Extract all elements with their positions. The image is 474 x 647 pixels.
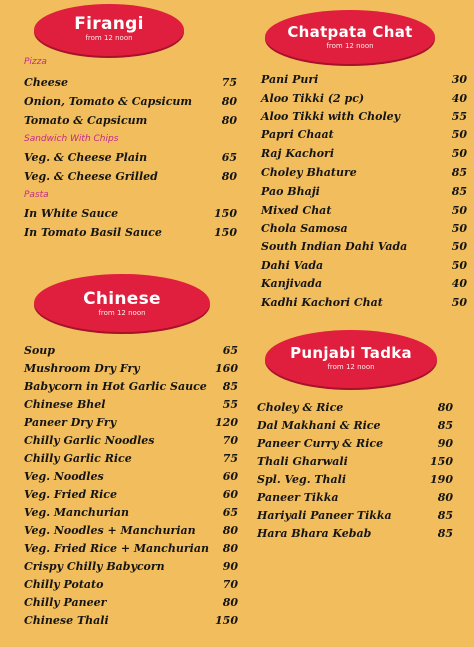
item-name: Chola Samosa	[261, 222, 348, 235]
item-price: 85	[451, 166, 467, 179]
item-name: Chilly Potato	[24, 578, 104, 591]
item-price: 90	[222, 560, 238, 573]
item-price: 30	[451, 73, 467, 86]
menu-item	[24, 226, 237, 239]
item-name: Veg. Noodles + Manchurian	[24, 524, 196, 537]
item-name: Kadhi Kachori Chat	[261, 296, 383, 309]
item-name: Tomato & Capsicum	[24, 114, 148, 127]
item-name: Choley Bhature	[261, 166, 357, 179]
item-price: 60	[222, 488, 238, 501]
menu-item	[24, 416, 238, 429]
item-name: Chilly Garlic Noodles	[24, 434, 155, 447]
item-price: 150	[215, 614, 238, 627]
item-name: Veg. & Cheese Grilled	[24, 170, 158, 183]
item-price: 50	[451, 128, 467, 141]
item-price: 80	[437, 491, 453, 504]
item-name: Aloo Tikki (2 pc)	[261, 92, 365, 105]
menu-item	[24, 488, 238, 501]
item-name: Veg. Fried Rice	[24, 488, 118, 501]
item-name: Dal Makhani & Rice	[257, 419, 381, 432]
menu-item	[261, 166, 467, 179]
item-name: Kanjivada	[261, 277, 323, 290]
menu-item	[261, 240, 467, 253]
item-price: 65	[222, 506, 238, 519]
chinese-timing: from 12 noon	[98, 309, 146, 317]
menu-item	[261, 147, 467, 160]
item-name: Paneer Dry Fry	[24, 416, 117, 429]
item-name: Hariyali Paneer Tikka	[257, 509, 392, 522]
menu-item	[24, 578, 238, 591]
menu-item	[261, 204, 467, 217]
menu-item	[24, 380, 238, 393]
item-price: 50	[451, 296, 467, 309]
menu-item	[24, 76, 237, 89]
menu-item	[257, 491, 453, 504]
item-price: 50	[451, 222, 467, 235]
item-price: 40	[451, 92, 467, 105]
menu-item	[261, 128, 467, 141]
item-name: Paneer Curry & Rice	[257, 437, 384, 450]
menu-item	[24, 398, 238, 411]
menu-item	[257, 401, 453, 414]
menu-item	[261, 92, 467, 105]
menu-item	[24, 506, 238, 519]
item-name: Chinese Thali	[24, 614, 109, 627]
item-price: 65	[222, 344, 238, 357]
item-price: 70	[222, 434, 238, 447]
menu-item	[24, 560, 238, 573]
item-name: Veg. Manchurian	[24, 506, 129, 519]
item-price: 190	[430, 473, 453, 486]
item-price: 75	[222, 452, 238, 465]
menu-item	[257, 419, 453, 432]
item-price: 50	[451, 147, 467, 160]
punjabi-tadka-title: Punjabi Tadka	[290, 344, 412, 362]
menu-item	[257, 455, 453, 468]
menu-item	[261, 222, 467, 235]
item-price: 70	[222, 578, 238, 591]
item-name: Veg. Noodles	[24, 470, 104, 483]
punjabi-tadka-badge	[265, 330, 437, 388]
item-name: Mushroom Dry Fry	[24, 362, 140, 375]
item-name: Chilly Garlic Rice	[24, 452, 132, 465]
menu-item	[24, 524, 238, 537]
item-price: 90	[437, 437, 453, 450]
item-name: Mixed Chat	[261, 204, 332, 217]
chatpata-chat-timing: from 12 noon	[326, 42, 374, 50]
chinese-title: Chinese	[83, 289, 161, 309]
menu-item	[257, 509, 453, 522]
item-price: 55	[451, 110, 467, 123]
item-name: In White Sauce	[24, 207, 119, 220]
item-name: Veg. Fried Rice + Manchurian	[24, 542, 209, 555]
item-price: 160	[215, 362, 238, 375]
item-price: 50	[451, 204, 467, 217]
menu-item	[24, 344, 238, 357]
firangi-title: Firangi	[74, 14, 144, 34]
chinese-badge	[34, 274, 210, 332]
item-price: 85	[437, 509, 453, 522]
menu-item	[261, 259, 467, 272]
item-name: Cheese	[24, 76, 68, 89]
item-price: 85	[437, 527, 453, 540]
item-price: 55	[222, 398, 238, 411]
item-price: 65	[221, 151, 237, 164]
menu-item	[24, 452, 238, 465]
item-price: 80	[437, 401, 453, 414]
item-price: 150	[214, 226, 237, 239]
item-price: 50	[451, 240, 467, 253]
punjabi-tadka-timing: from 12 noon	[327, 363, 375, 371]
item-name: Chilly Paneer	[24, 596, 107, 609]
menu-item	[24, 207, 237, 220]
item-name: South Indian Dahi Vada	[261, 240, 408, 253]
item-name: Crispy Chilly Babycorn	[24, 560, 165, 573]
item-price: 150	[214, 207, 237, 220]
menu-item	[24, 614, 238, 627]
firangi-badge	[34, 4, 184, 56]
firangi-timing: from 12 noon	[85, 34, 133, 42]
menu-item	[24, 95, 237, 108]
item-name: Chinese Bhel	[24, 398, 106, 411]
menu-item	[257, 473, 453, 486]
item-price: 120	[215, 416, 238, 429]
firangi-group-sandwich: Sandwich With Chips	[24, 134, 119, 144]
menu-item	[261, 296, 467, 309]
item-name: Hara Bhara Kebab	[257, 527, 372, 540]
item-price: 85	[222, 380, 238, 393]
item-price: 80	[221, 114, 237, 127]
firangi-group-pasta: Pasta	[24, 190, 49, 200]
item-name: Veg. & Cheese Plain	[24, 151, 148, 164]
item-name: Raj Kachori	[261, 147, 335, 160]
item-name: In Tomato Basil Sauce	[24, 226, 162, 239]
menu-item	[24, 362, 238, 375]
menu-item	[24, 542, 238, 555]
menu-item	[24, 151, 237, 164]
menu-item	[257, 527, 453, 540]
item-name: Pao Bhaji	[261, 185, 320, 198]
item-price: 85	[451, 185, 467, 198]
item-price: 40	[451, 277, 467, 290]
item-name: Papri Chaat	[261, 128, 334, 141]
item-name: Paneer Tikka	[257, 491, 339, 504]
menu-item	[261, 185, 467, 198]
menu-item	[24, 596, 238, 609]
item-price: 85	[437, 419, 453, 432]
chatpata-chat-title: Chatpata Chat	[287, 23, 413, 41]
chatpata-chat-badge	[265, 10, 435, 64]
item-price: 80	[222, 596, 238, 609]
item-name: Aloo Tikki with Choley	[261, 110, 401, 123]
item-name: Soup	[24, 344, 55, 357]
menu-item	[24, 470, 238, 483]
item-price: 80	[222, 542, 238, 555]
menu-item	[24, 114, 237, 127]
menu-item	[257, 437, 453, 450]
item-price: 75	[221, 76, 237, 89]
item-name: Spl. Veg. Thali	[257, 473, 347, 486]
item-name: Pani Puri	[261, 73, 319, 86]
menu-item	[24, 170, 237, 183]
item-name: Thali Gharwali	[257, 455, 348, 468]
menu-item	[261, 277, 467, 290]
item-price: 50	[451, 259, 467, 272]
item-price: 80	[221, 95, 237, 108]
item-name: Choley & Rice	[257, 401, 344, 414]
menu-item	[261, 110, 467, 123]
item-price: 80	[222, 524, 238, 537]
item-name: Onion, Tomato & Capsicum	[24, 95, 193, 108]
firangi-group-pizza: Pizza	[24, 57, 47, 67]
item-price: 80	[221, 170, 237, 183]
item-name: Babycorn in Hot Garlic Sauce	[24, 380, 207, 393]
menu-item	[261, 73, 467, 86]
menu-item	[24, 434, 238, 447]
item-name: Dahi Vada	[261, 259, 324, 272]
item-price: 150	[430, 455, 453, 468]
item-price: 60	[222, 470, 238, 483]
